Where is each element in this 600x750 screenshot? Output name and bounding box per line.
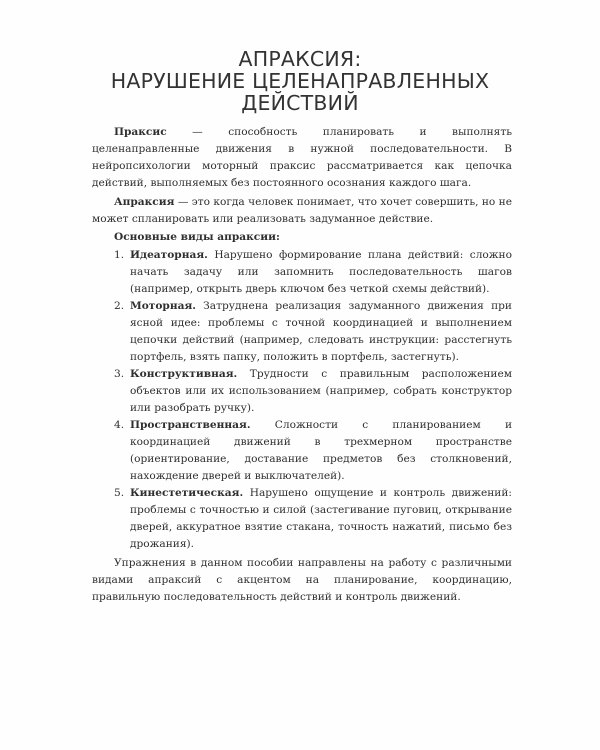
list-item-number: 3. (114, 368, 125, 380)
list-item-number: 1. (114, 249, 125, 261)
list-item-term: Идеаторная. (130, 249, 208, 261)
apraxia-types-list (92, 247, 512, 553)
list-item (92, 247, 512, 298)
page-title (0, 48, 600, 114)
list-item-text: Нарушено формирование плана действий: сложно начать задачу или запомнить последовательность шагов (например, открыть дверь ключом без четкой схемы действий). (130, 249, 512, 295)
list-item-text: Нарушено ощущение и контроль движений: проблемы с точностью и силой (застегивание пуговиц, открывание дверей, аккуратное взятие стакана, точность нажатий, письмо без дрожания). (130, 487, 512, 550)
list-item (92, 417, 512, 485)
title-line-1: АПРАКСИЯ: (238, 47, 362, 71)
list-item-text: Трудности с правильным расположением объектов или их использованием (например, собрать конструктор или разобрать ручку). (130, 368, 512, 414)
title-line-3: ДЕЙСТВИЙ (241, 91, 359, 115)
list-item (92, 298, 512, 366)
list-item-number: 4. (114, 419, 125, 431)
praxis-paragraph (92, 124, 512, 192)
list-item-text: Затруднена реализация задуманного движения при ясной идее: проблемы с точной координацией и выполнением цепочки действий (например, следовать инструкции: расстегнуть портфель, взять папку, положить в портфель, застегнуть). (130, 300, 512, 363)
praxis-definition: — способность планировать и выполнять целенаправленные движения в нужной последовательности. В нейропсихологии моторный праксис рассматривается как цепочка действий, выполняемых без постоянного осознания каждого шага. (92, 126, 512, 189)
list-item-term: Пространственная. (130, 419, 251, 431)
apraxia-paragraph (92, 194, 512, 228)
title-line-2: НАРУШЕНИЕ ЦЕЛЕНАПРАВЛЕННЫХ (110, 69, 490, 93)
list-item (92, 485, 512, 553)
apraxia-term: Апраксия (114, 196, 175, 208)
apraxia-definition: — это когда человек понимает, что хочет совершить, но не может спланировать или реализовать задуманное действие. (92, 196, 512, 225)
list-item-term: Кинестетическая. (130, 487, 244, 499)
list-item-term: Конструктивная. (130, 368, 238, 380)
list-item-number: 2. (114, 300, 125, 312)
praxis-term: Праксис (114, 126, 167, 138)
list-item-number: 5. (114, 487, 125, 499)
closing-paragraph: Упражнения в данном пособии направлены на работу с различными видами апраксий с акцентом на планирование, координацию, правильную последовательность действий и контроль движений. (92, 557, 512, 603)
list-item-text: Сложности с планированием и координацией движений в трехмерном пространстве (ориентирование, доставание предметов без столкновений, нахождение дверей и выключателей). (130, 419, 512, 482)
list-item-term: Моторная. (130, 300, 196, 312)
types-heading: Основные виды апраксии: (114, 231, 280, 243)
body-text (92, 124, 512, 606)
list-item (92, 366, 512, 417)
